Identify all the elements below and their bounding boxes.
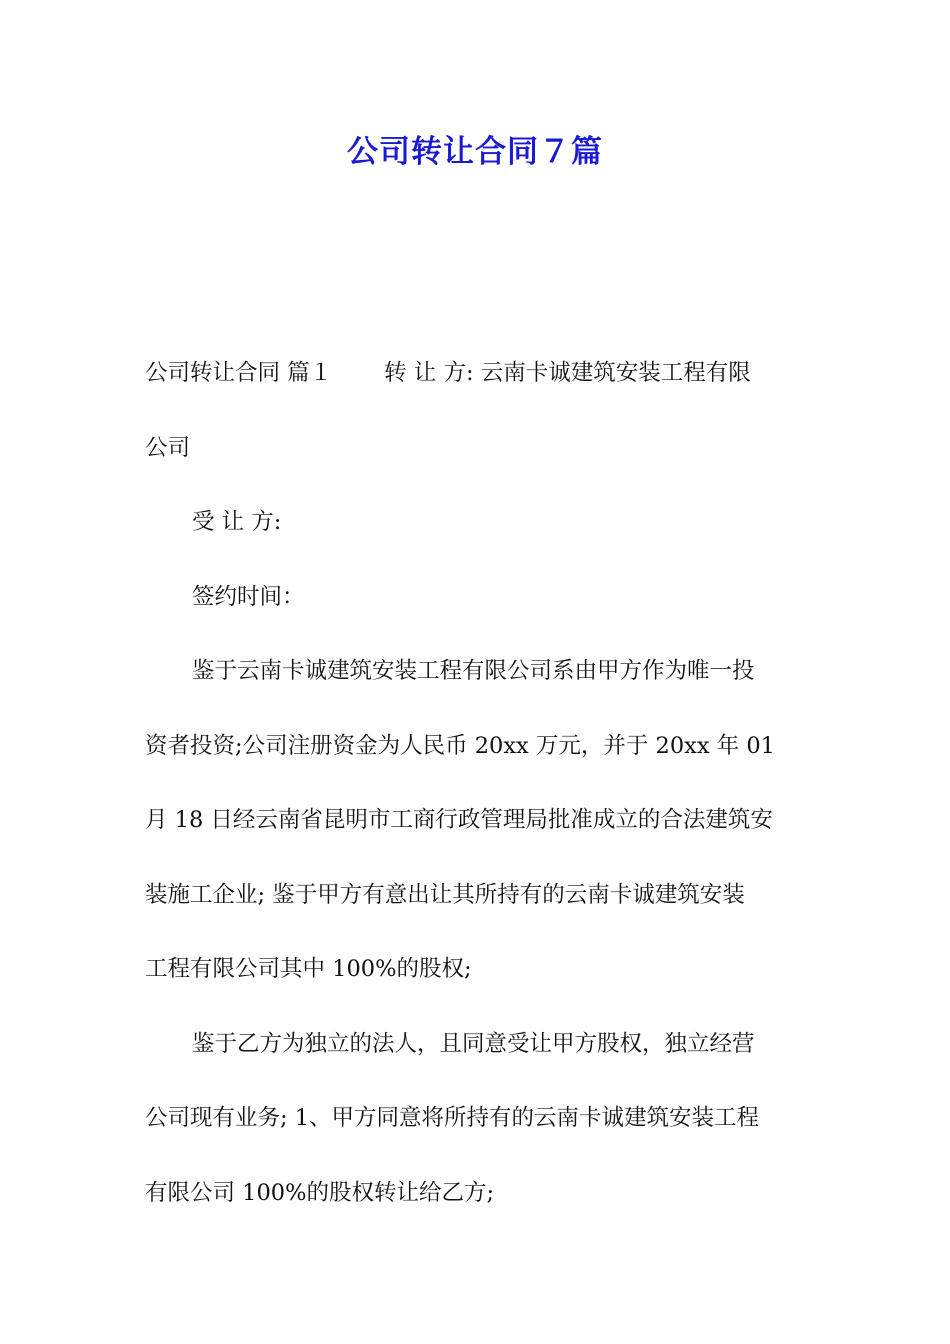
section-heading: 公司转让合同 篇１	[145, 360, 333, 386]
paragraph-line: 装施工企业; 鉴于甲方有意出让其所持有的云南卡诚建筑安装	[145, 881, 745, 908]
paragraph-line: 有限公司 100%的股权转让给乙方;	[145, 1179, 495, 1206]
transferee-line: 受 让 方:	[192, 509, 282, 535]
document-title: 公司转让合同７篇	[347, 134, 603, 170]
signing-time-line: 签约时间：	[192, 583, 305, 610]
paragraph-line: 鉴于乙方为独立的法人，且同意受让甲方股权，独立经营	[192, 1030, 755, 1057]
paragraph-line: 鉴于云南卡诚建筑安装工程有限公司系由甲方作为唯一投	[192, 658, 755, 684]
transferor-line: 转 让 方: 云南卡诚建筑安装工程有限	[384, 360, 751, 386]
text-line	[145, 336, 810, 411]
paragraph-line: 公司现有业务; 1、甲方同意将所持有的云南卡诚建筑安装工程	[145, 1105, 760, 1131]
paragraph-line: 月 18 日经云南省昆明市工商行政管理局批准成立的合法建筑安	[145, 807, 773, 833]
document-body	[145, 336, 810, 1230]
text-line: 公司	[145, 434, 191, 461]
paragraph-line: 资者投资;公司注册资金为人民币 20xx 万元，并于 20xx 年 01	[145, 732, 775, 759]
paragraph-line: 工程有限公司其中 100%的股权;	[145, 956, 472, 982]
